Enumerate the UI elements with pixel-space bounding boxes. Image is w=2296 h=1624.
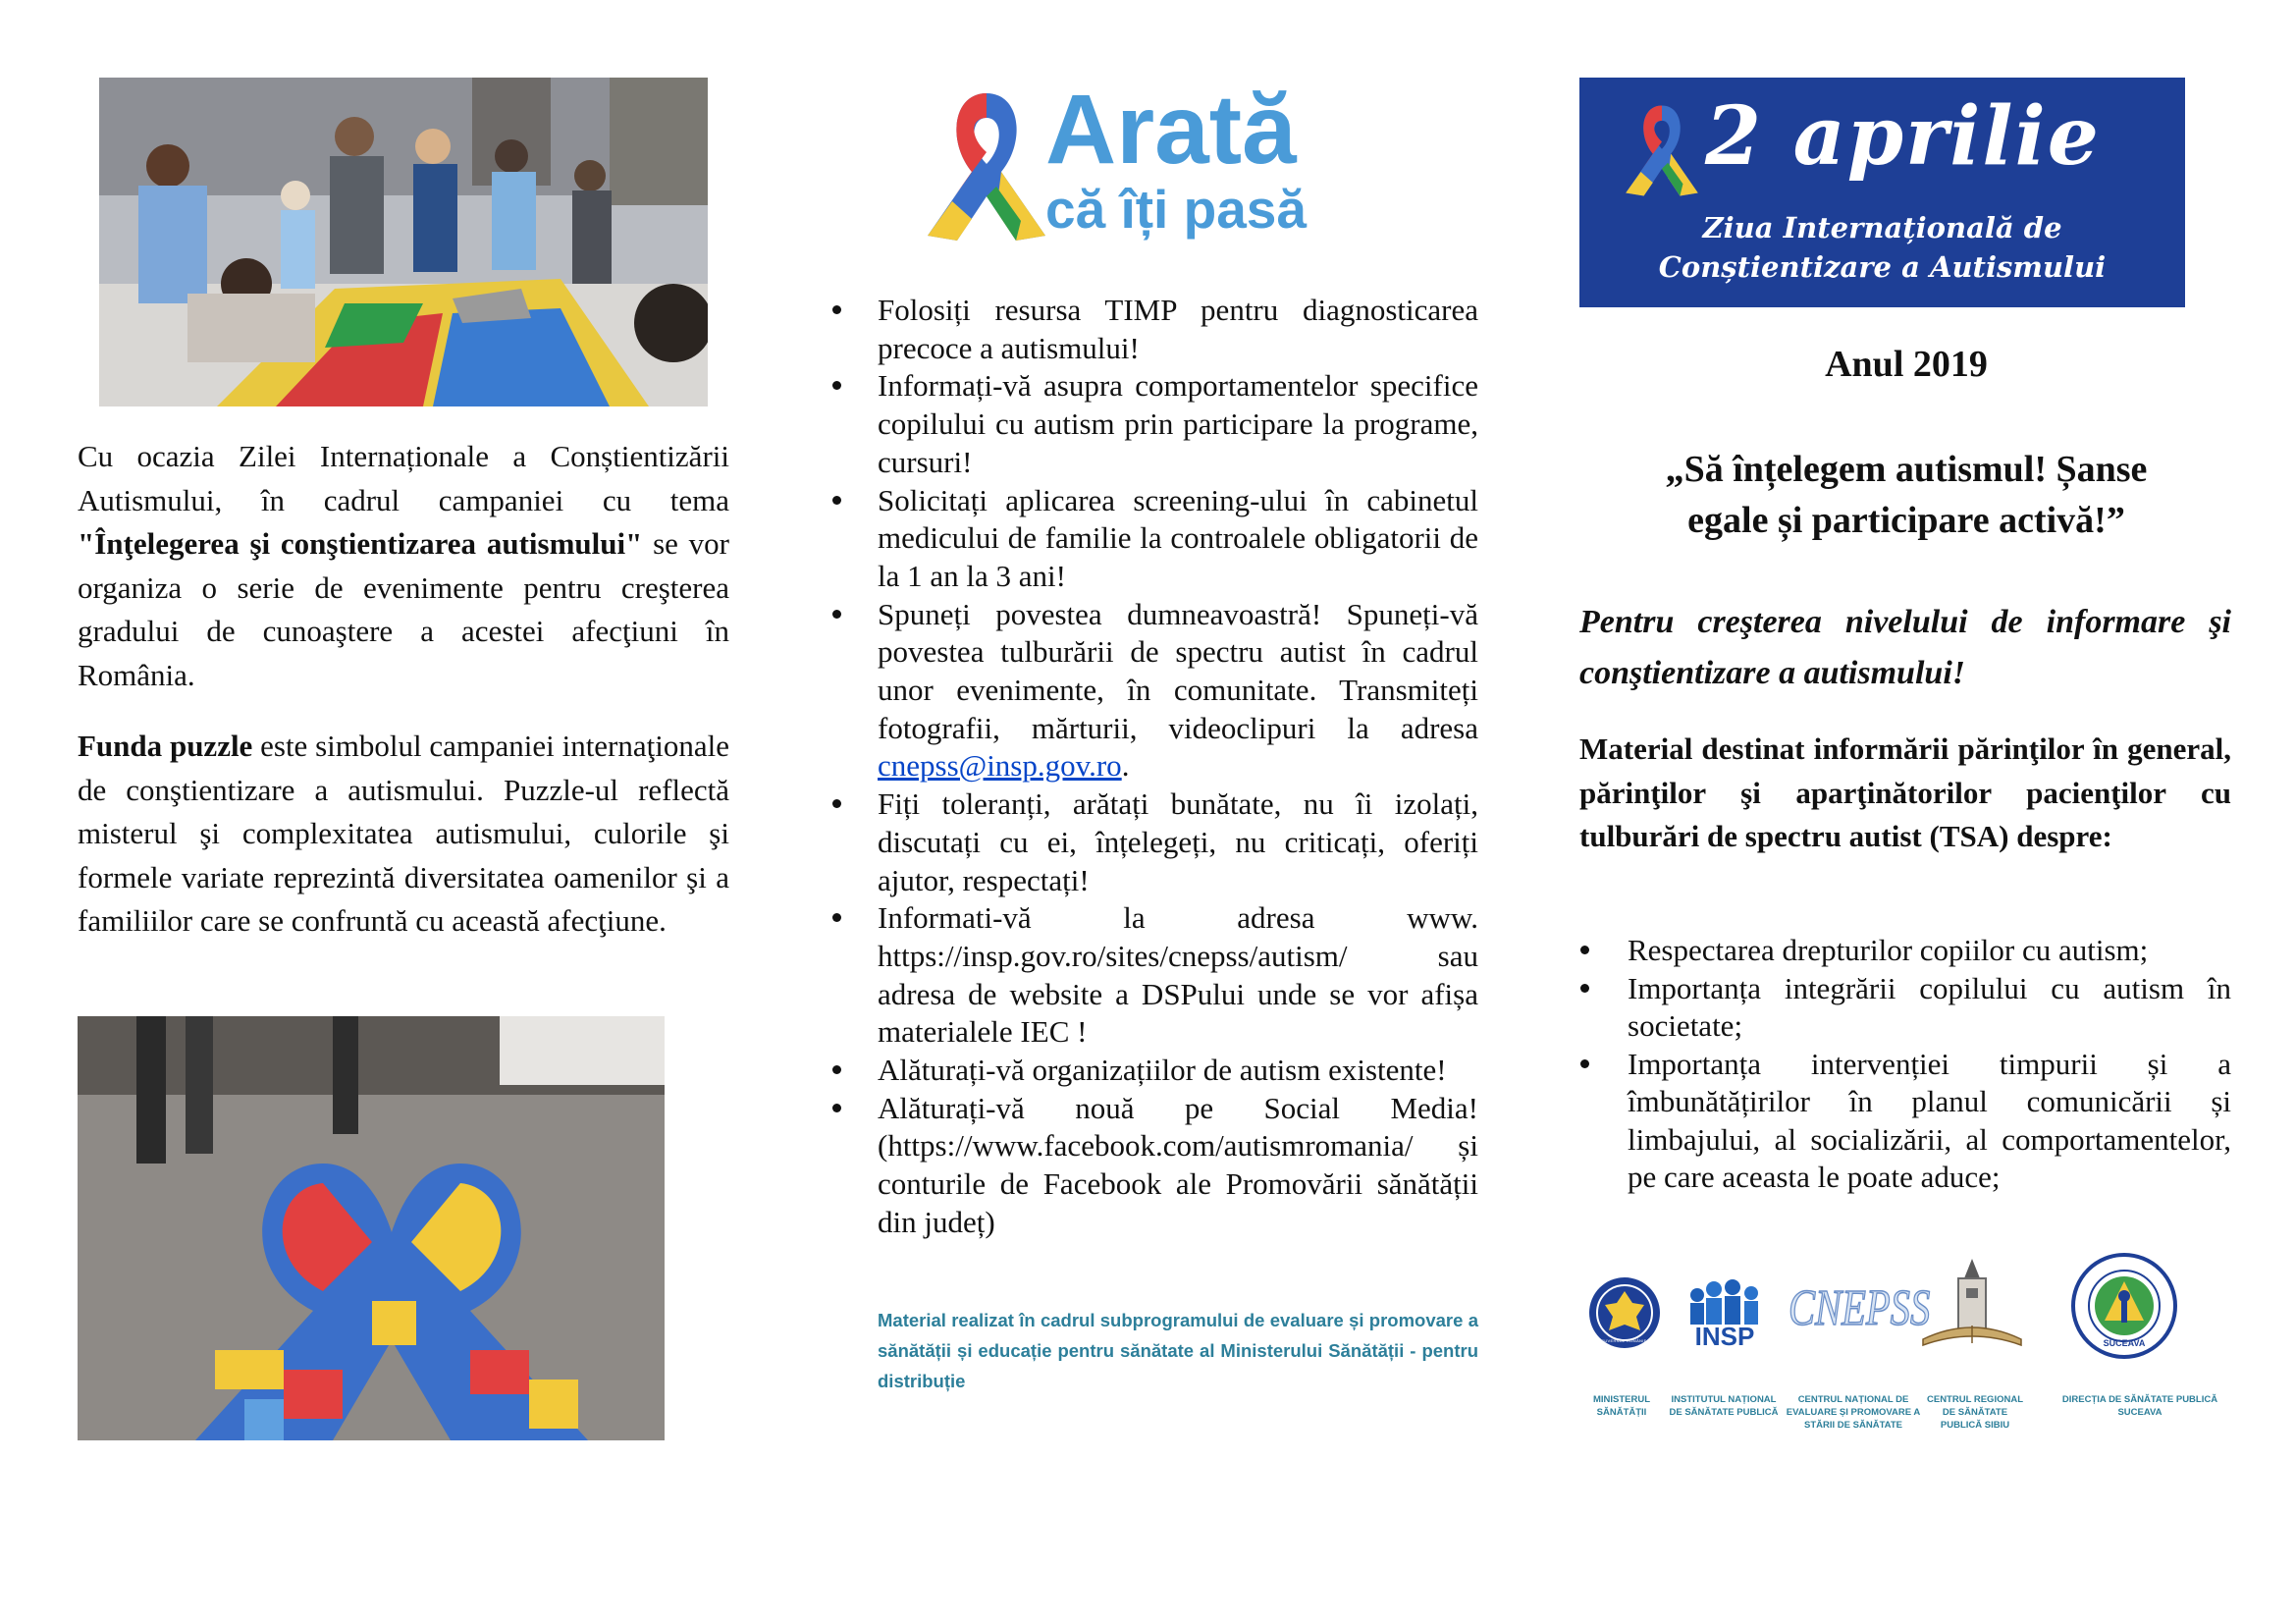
partner-logo-insp <box>1682 1275 1767 1350</box>
list-item: Informati-vă la adresa www. https://insp.gov.ro/sites/cnepss/autism/ sau adresa de website a DSPului unde se vor afișa materialele IEC ! <box>878 899 1478 1052</box>
partner-label-sibiu: CENTRUL REGIONAL DE SĂNĂTATE PUBLICĂ SIBIU <box>1927 1394 2023 1431</box>
partner-label-insp: INSTITUTUL NAȚIONAL DE SĂNĂTATE PUBLICĂ <box>1669 1394 1779 1418</box>
puzzle-ribbon-text: este simbolul campaniei internaţionale de conştientizare a autismului. Puzzle-ul reflectă misterul şi complexitatea autismului, culorile şi formele variate reprezintă diversitatea oamenilor şi a familiilor care se confruntă cu această afecţiune. <box>78 729 730 938</box>
list-item: Folosiți resursa TIMP pentru diagnosticarea precoce a autismului! <box>878 292 1478 367</box>
list-item: Spuneți povestea dumneavoastră! Spuneți-vă povestea tulburării de spectru autist în cadrul unor evenimente, în comunitate. Transmiteți fotografii, mărturii, videoclipuri la adresa cnepss@insp.gov.ro. <box>878 596 1478 786</box>
awareness-subtitle: Pentru creşterea nivelului de informare şi conştientizare a autismului! <box>1579 604 2231 691</box>
partner-logo-sibiu <box>1919 1257 2025 1351</box>
intro-text-end: se vor organiza o serie de evenimente pentru creşterea gradului de cunoaştere a acestei afecţiuni în România. <box>78 526 729 692</box>
motto-line-1: „Să înțelegem autismul! Șanse <box>1665 449 2148 490</box>
audience-intro: Material destinat informării părinţilor în general, părinţilor şi aparţinătorilor pacienţilor cu tulburări de spectru autist (TSA) despre: <box>1579 731 2231 853</box>
banner-line-1: Ziua Internațională de <box>1702 211 2062 244</box>
partner-logo-ministry <box>1587 1275 1662 1350</box>
partner-logo-cnepss: CNEPSS <box>1789 1280 1931 1336</box>
photo-children-puzzle <box>99 78 708 406</box>
dsp-logo-text: SUCEAVA <box>2103 1338 2146 1348</box>
photo-puzzle-ribbon <box>78 1016 665 1440</box>
partner-label-dsp: DIRECȚIA DE SĂNĂTATE PUBLICĂ SUCEAVA <box>2061 1394 2218 1418</box>
list-item: Alăturați-vă nouă pe Social Media! (https://www.facebook.com/autismromania/ și conturile de Facebook ale Promovării sănătății din județ) <box>878 1090 1478 1242</box>
logo-subtitle: că îți pasă <box>1045 179 1307 240</box>
campaign-theme: "Înţelegerea şi conştientizarea autismului" <box>78 526 643 561</box>
list-item: Fiți toleranți, arătați bunătate, nu îi izolați, discutați cu ei, înțelegeți, nu criticați, oferiți ajutor, respectați! <box>878 785 1478 899</box>
intro-paragraph <box>78 435 729 697</box>
topics-list <box>1628 932 2231 1197</box>
autism-ribbon-icon <box>1617 95 1707 203</box>
funding-footnote: Material realizat în cadrul subprogramului de evaluare și promovare a sănătății și educație pentru sănătate al Ministerului Sănătății - pentru distribuție <box>878 1310 1478 1391</box>
campaign-motto <box>1579 444 2233 546</box>
email-link[interactable]: cnepss@insp.gov.ro <box>878 748 1122 784</box>
list-item: Solicitați aplicarea screening-ului în cabinetul medicului de familie la controalele obligatorii de la 1 an la 3 ani! <box>878 482 1478 596</box>
list-item: Respectarea drepturilor copiilor cu autism; <box>1628 932 2231 970</box>
banner-date: 2 aprilie <box>1705 89 2101 184</box>
arata-ca-iti-pasa-logo <box>913 75 1325 255</box>
puzzle-ribbon-paragraph <box>78 725 729 944</box>
puzzle-ribbon-term: Funda puzzle <box>78 729 253 763</box>
year-heading: Anul 2019 <box>1825 344 1988 385</box>
partner-label-ministry: MINISTERUL SĂNĂTĂȚII <box>1592 1394 1651 1418</box>
partner-logo-dsp-suceava <box>2070 1252 2178 1360</box>
list-item: Importanța integrării copilului cu autism în societate; <box>1628 970 2231 1046</box>
motto-line-2: egale și participare activă!” <box>1687 500 2125 541</box>
logo-title: Arată <box>1045 75 1297 185</box>
date-banner <box>1579 78 2185 307</box>
list-item: Informați-vă asupra comportamentelor specifice copilului cu autism prin participare la programe, cursuri! <box>878 367 1478 481</box>
list-item: Alăturați-vă organizațiilor de autism existente! <box>878 1052 1478 1090</box>
ministry-logo-text: GUVERNUL ROMÂNIEI <box>1600 1338 1649 1343</box>
intro-text-start: Cu ocazia Zilei Internaționale a Conștientizării Autismului, în cadrul campaniei cu tema <box>78 439 729 517</box>
insp-logo-text: INSP <box>1694 1322 1755 1351</box>
recommendations-list <box>878 292 1478 1242</box>
autism-ribbon-icon <box>913 83 1060 245</box>
list-item: Importanța intervenției timpurii și a îmbunătățirilor în planul comunicării și limbajului, al socializării, al comportamentelor, pe care aceasta le poate aduce; <box>1628 1046 2231 1197</box>
partner-label-cnepss: CENTRUL NAȚIONAL DE EVALUARE ȘI PROMOVARE A STĂRII DE SĂNĂTATE <box>1786 1394 1921 1431</box>
banner-line-2: Conștientizare a Autismului <box>1658 250 2107 284</box>
